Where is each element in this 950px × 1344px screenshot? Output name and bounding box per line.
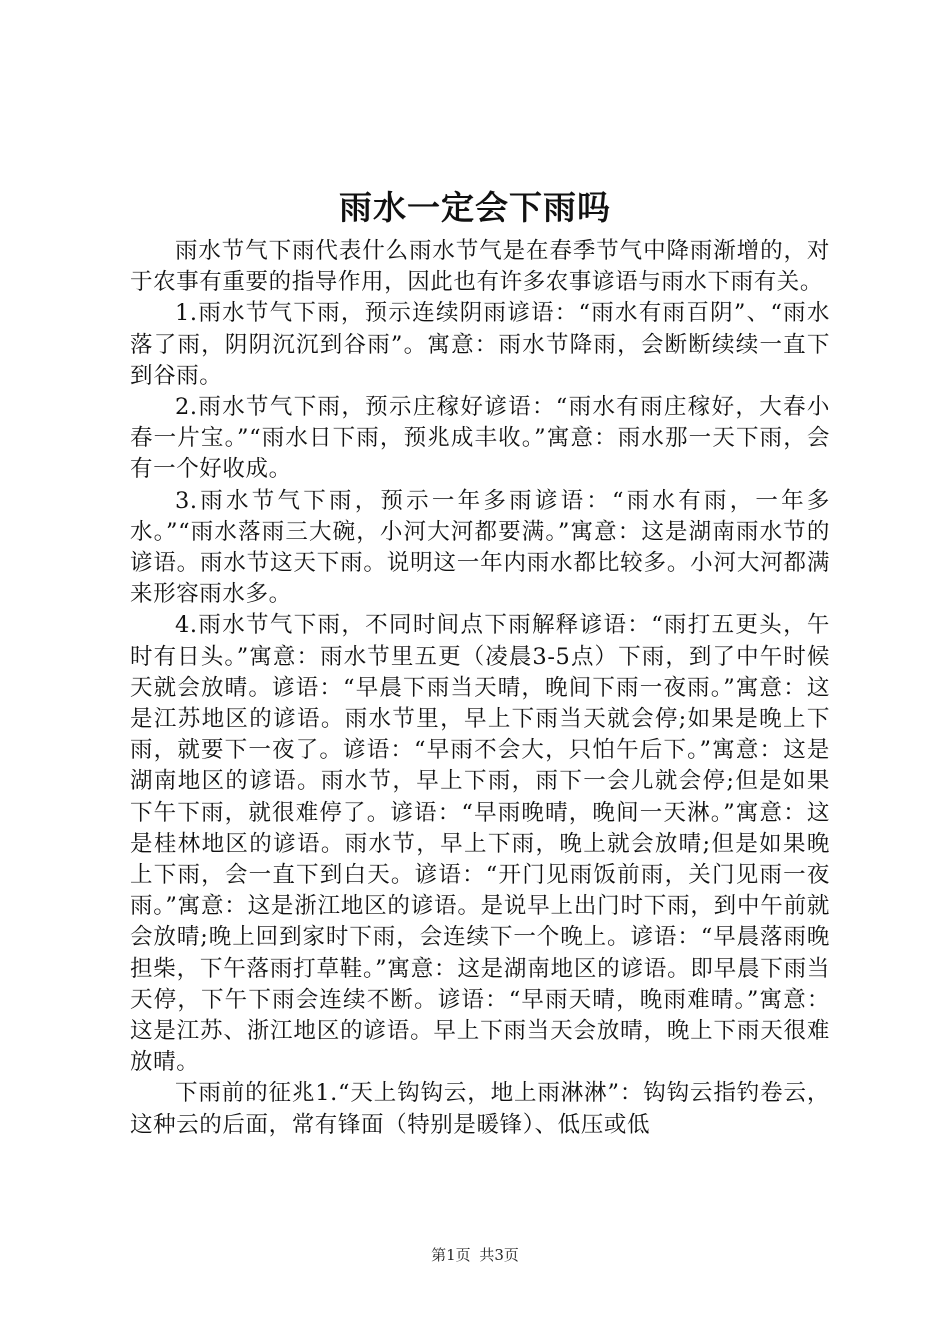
document-title: 雨水一定会下雨吗 — [339, 188, 611, 227]
paragraph-rain-signs: 下雨前的征兆1.“天上钩钩云，地上雨淋淋”：钩钩云指钓卷云，这种云的后面，常有锋面（特别是暖锋）、低压或低 — [130, 1080, 830, 1138]
page-number: 第1页 — [431, 1246, 471, 1264]
paragraph-item-1: 1.雨水节气下雨，预示连续阴雨谚语：“雨水有雨百阴”、“雨水落了雨，阴阴沉沉到谷雨”。寓意：雨水节降雨，会断断续续一直下到谷雨。 — [130, 300, 830, 389]
paragraph-item-2: 2.雨水节气下雨，预示庄稼好谚语：“雨水有雨庄稼好，大春小春一片宝。”“雨水日下雨，预兆成丰收。”寓意：雨水那一天下雨，会有一个好收成。 — [130, 394, 830, 483]
paragraph-item-3: 3.雨水节气下雨，预示一年多雨谚语：“雨水有雨，一年多水。”“雨水落雨三大碗，小河大河都要满。”寓意：这是湖南雨水节的谚语。雨水节这天下雨。说明这一年内雨水都比较多。小河大河都满来形容雨水多。 — [130, 487, 830, 608]
paragraph-intro: 雨水节气下雨代表什么雨水节气是在春季节气中降雨渐增的，对于农事有重要的指导作用，因此也有许多农事谚语与雨水下雨有关。 — [130, 238, 830, 296]
page-footer — [0, 1244, 950, 1266]
paragraph-item-4: 4.雨水节气下雨，不同时间点下雨解释谚语：“雨打五更头，午时有日头。”寓意：雨水节里五更（凌晨3-5点）下雨，到了中午时候天就会放晴。谚语：“早晨下雨当天晴，晚间下雨一夜雨。”寓意：这是江苏地区的谚语。雨水节里，早上下雨当天就会停;如果是晚上下雨，就要下一夜了。谚语：“早雨不会大，只怕午后下。”寓意：这是湖南地区的谚语。雨水节，早上下雨，雨下一会儿就会停;但是如果下午下雨，就很难停了。谚语：“早雨晚晴，晚间一天淋。”寓意：这是桂林地区的谚语。雨水节，早上下雨，晚上就会放晴;但是如果晚上下雨，会一直下到白天。谚语：“开门见雨饭前雨，关门见雨一夜雨。”寓意：这是浙江地区的谚语。是说早上出门时下雨，到中午前就会放晴;晚上回到家时下雨，会连续下一个晚上。谚语：“早晨落雨晚担柴，下午落雨打草鞋。”寓意：这是湖南地区的谚语。即早晨下雨当天停，下午下雨会连续不断。谚语：“早雨天晴，晚雨难晴。”寓意：这是江苏、浙江地区的谚语。早上下雨当天会放晴，晚上下雨天很难放晴。 — [130, 612, 830, 1076]
document-body — [130, 236, 830, 1141]
page-total: 共3页 — [479, 1246, 519, 1264]
